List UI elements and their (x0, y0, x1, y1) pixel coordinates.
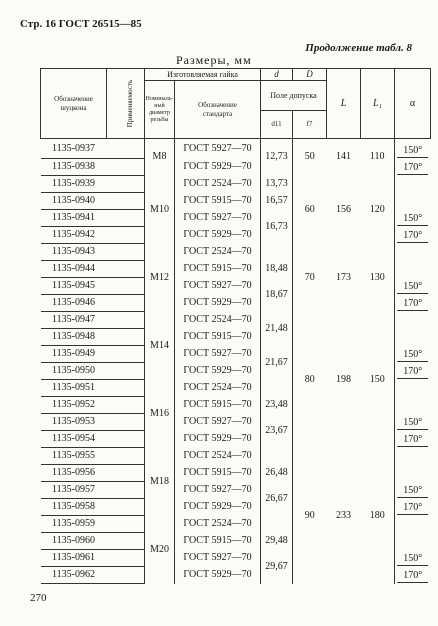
d-value-cell: 16,73 (261, 210, 293, 244)
page-number: 270 (30, 592, 47, 604)
continuation-note: Продолжение табл. 8 (305, 42, 412, 54)
alpha-value: 150° (397, 484, 428, 498)
designation-cell: 1135-0961 (41, 550, 107, 567)
designation-cell: 1135-0943 (41, 244, 107, 261)
alpha-value-cell (395, 139, 431, 159)
applicability-cell (107, 210, 145, 227)
applicability-cell (107, 244, 145, 261)
standard-cell: ГОСТ 5929—70 (175, 295, 261, 312)
L1-value-cell: 120 (369, 203, 385, 215)
designation-cell: 1135-0956 (41, 465, 107, 482)
table-row (41, 176, 431, 193)
L-value-cell: 233 (336, 509, 351, 521)
L-value-cell: 198 (336, 373, 351, 385)
spec-table (40, 68, 431, 584)
standard-cell: ГОСТ 5929—70 (175, 159, 261, 176)
alpha-value-cell (395, 448, 431, 499)
designation-cell: 1135-0960 (41, 533, 107, 550)
standard-cell: ГОСТ 5915—70 (175, 193, 261, 210)
designation-cell: 1135-0940 (41, 193, 107, 210)
standard-cell: ГОСТ 5927—70 (175, 346, 261, 363)
standard-cell: ГОСТ 5915—70 (175, 465, 261, 482)
applicability-cell (107, 261, 145, 278)
applicability-cell (107, 533, 145, 550)
alpha-value: 170° (397, 501, 428, 515)
d-value-cell: 23,67 (261, 414, 293, 448)
standard-cell: ГОСТ 5927—70 (175, 550, 261, 567)
alpha-value-cell (395, 295, 431, 312)
alpha-value: 170° (397, 569, 428, 583)
alpha-value: 170° (397, 433, 428, 447)
designation-cell: 1135-0958 (41, 499, 107, 516)
table-row (41, 312, 431, 329)
applicability-cell (107, 193, 145, 210)
standard-cell: ГОСТ 5929—70 (175, 227, 261, 244)
applicability-cell (107, 380, 145, 397)
thread-size-cell: M12 (145, 244, 175, 312)
alpha-value: 150° (397, 416, 428, 430)
thread-size-cell: M18 (145, 448, 175, 516)
standard-cell: ГОСТ 2524—70 (175, 516, 261, 533)
col-f7: f7 (293, 111, 327, 139)
designation-cell: 1135-0955 (41, 448, 107, 465)
alpha-value-cell (395, 312, 431, 363)
alpha-value: 170° (397, 297, 428, 311)
standard-cell: ГОСТ 5929—70 (175, 431, 261, 448)
d-value-cell (261, 448, 293, 465)
table-header (41, 69, 431, 139)
standard-cell: ГОСТ 5929—70 (175, 363, 261, 380)
designation-cell: 1135-0937 (41, 139, 107, 159)
d-value-cell: 16,57 (261, 193, 293, 210)
thread-size-cell: M10 (145, 176, 175, 244)
d-value-cell: 29,48 (261, 533, 293, 550)
standard-cell: ГОСТ 2524—70 (175, 448, 261, 465)
D-value-cell: 70 (304, 271, 315, 283)
col-applicability (107, 69, 145, 139)
col-designation: Обозначение шуцкона (41, 69, 107, 139)
table-row (41, 139, 431, 159)
L1-value-cell: 150 (369, 373, 385, 385)
D-value-cell: 50 (304, 151, 315, 163)
d-value-cell (261, 516, 293, 533)
standard-cell: ГОСТ 2524—70 (175, 244, 261, 261)
col-d11: d11 (261, 111, 293, 139)
col-L1: L₁ (361, 69, 395, 139)
designation-cell: 1135-0947 (41, 312, 107, 329)
applicability-cell (107, 227, 145, 244)
L-value-cell: 156 (336, 203, 351, 215)
alpha-value: 150° (397, 280, 428, 294)
applicability-cell (107, 176, 145, 193)
table-row (41, 244, 431, 261)
designation-cell: 1135-0949 (41, 346, 107, 363)
applicability-cell (107, 397, 145, 414)
standard-cell: ГОСТ 2524—70 (175, 176, 261, 193)
page-header: Стр. 16 ГОСТ 26515—85 (20, 18, 142, 30)
table-row (41, 448, 431, 465)
thread-size-cell: M8 (145, 139, 175, 176)
applicability-cell (107, 329, 145, 346)
alpha-value-cell (395, 380, 431, 431)
alpha-value-cell (395, 244, 431, 295)
alpha-value: 170° (397, 229, 428, 243)
standard-cell: ГОСТ 5915—70 (175, 533, 261, 550)
applicability-cell (107, 346, 145, 363)
col-tolerance: Поле допуска (261, 81, 327, 111)
designation-cell: 1135-0957 (41, 482, 107, 499)
L1-value-cell: 110 (369, 151, 385, 163)
standard-cell: ГОСТ 5927—70 (175, 278, 261, 295)
designation-cell: 1135-0941 (41, 210, 107, 227)
applicability-cell (107, 550, 145, 567)
designation-cell: 1135-0945 (41, 278, 107, 295)
col-applicability-label: Применяемость (126, 79, 135, 128)
d-value-cell (261, 244, 293, 261)
designation-cell: 1135-0951 (41, 380, 107, 397)
d-value-cell: 29,67 (261, 550, 293, 584)
d-value-cell: 26,48 (261, 465, 293, 482)
designation-cell: 1135-0959 (41, 516, 107, 533)
L-value-cell: 173 (336, 271, 351, 283)
alpha-value-cell (395, 227, 431, 244)
applicability-cell (107, 448, 145, 465)
designation-cell: 1135-0946 (41, 295, 107, 312)
applicability-cell (107, 465, 145, 482)
alpha-value: 150° (397, 212, 428, 226)
d-value-cell: 23,48 (261, 397, 293, 414)
designation-cell: 1135-0950 (41, 363, 107, 380)
col-alpha: α (395, 69, 431, 139)
alpha-value: 150° (397, 144, 428, 158)
applicability-cell (107, 414, 145, 431)
designation-cell: 1135-0962 (41, 567, 107, 584)
designation-cell: 1135-0938 (41, 159, 107, 176)
col-L: L (327, 69, 361, 139)
applicability-cell (107, 499, 145, 516)
d-value-cell: 18,67 (261, 278, 293, 312)
col-nominal-diameter: Номиналь-ный диаметр резьбы (145, 81, 175, 139)
applicability-cell (107, 567, 145, 584)
applicability-cell (107, 363, 145, 380)
alpha-value: 150° (397, 552, 428, 566)
standard-cell: ГОСТ 5915—70 (175, 261, 261, 278)
standard-cell: ГОСТ 5927—70 (175, 210, 261, 227)
applicability-cell (107, 516, 145, 533)
standard-cell: ГОСТ 5927—70 (175, 414, 261, 431)
L1-value-cell: 180 (369, 509, 385, 521)
designation-cell: 1135-0948 (41, 329, 107, 346)
alpha-value-cell (395, 363, 431, 380)
alpha-value-cell (395, 516, 431, 567)
applicability-cell (107, 278, 145, 295)
standard-cell: ГОСТ 5927—70 (175, 139, 261, 159)
standard-cell: ГОСТ 5915—70 (175, 329, 261, 346)
designation-cell: 1135-0942 (41, 227, 107, 244)
applicability-cell (107, 431, 145, 448)
designation-cell: 1135-0944 (41, 261, 107, 278)
alpha-value: 170° (397, 365, 428, 379)
d-value-cell: 26,67 (261, 482, 293, 516)
L-value-cell: 141 (336, 151, 351, 163)
dimensions-title: Размеры, мм (176, 53, 252, 67)
d-value-cell: 13,73 (261, 176, 293, 193)
alpha-value-cell (395, 176, 431, 227)
d-value-cell: 12,73 (261, 139, 293, 176)
col-D: D (293, 69, 327, 81)
thread-size-cell: M16 (145, 380, 175, 448)
thread-size-cell: M14 (145, 312, 175, 380)
d-value-cell: 21,48 (261, 312, 293, 346)
standard-cell: ГОСТ 2524—70 (175, 312, 261, 329)
col-standard: Обозначение стандарта (175, 81, 261, 139)
alpha-value-cell (395, 499, 431, 516)
table-body (41, 139, 431, 584)
applicability-cell (107, 312, 145, 329)
designation-cell: 1135-0953 (41, 414, 107, 431)
L1-value-cell: 130 (369, 271, 385, 283)
D-value-cell: 60 (304, 203, 315, 215)
alpha-value-cell (395, 431, 431, 448)
D-value-cell: 90 (304, 509, 315, 521)
alpha-value: 150° (397, 348, 428, 362)
standard-cell: ГОСТ 2524—70 (175, 380, 261, 397)
alpha-value-cell (395, 567, 431, 584)
designation-cell: 1135-0939 (41, 176, 107, 193)
thread-size-cell: M20 (145, 516, 175, 584)
d-value-cell (261, 380, 293, 397)
designation-cell: 1135-0952 (41, 397, 107, 414)
standard-cell: ГОСТ 5927—70 (175, 482, 261, 499)
col-nut-group: Изготовляемая гайка (145, 69, 261, 81)
standard-cell: ГОСТ 5929—70 (175, 567, 261, 584)
standard-cell: ГОСТ 5929—70 (175, 499, 261, 516)
alpha-value: 170° (397, 161, 428, 175)
alpha-value-cell (395, 159, 431, 176)
d-value-cell: 21,67 (261, 346, 293, 380)
applicability-cell (107, 482, 145, 499)
D-value-cell: 80 (304, 373, 315, 385)
d-value-cell: 18,48 (261, 261, 293, 278)
applicability-cell (107, 295, 145, 312)
applicability-cell (107, 159, 145, 176)
applicability-cell (107, 139, 145, 159)
standard-cell: ГОСТ 5915—70 (175, 397, 261, 414)
col-d: d (261, 69, 293, 81)
designation-cell: 1135-0954 (41, 431, 107, 448)
